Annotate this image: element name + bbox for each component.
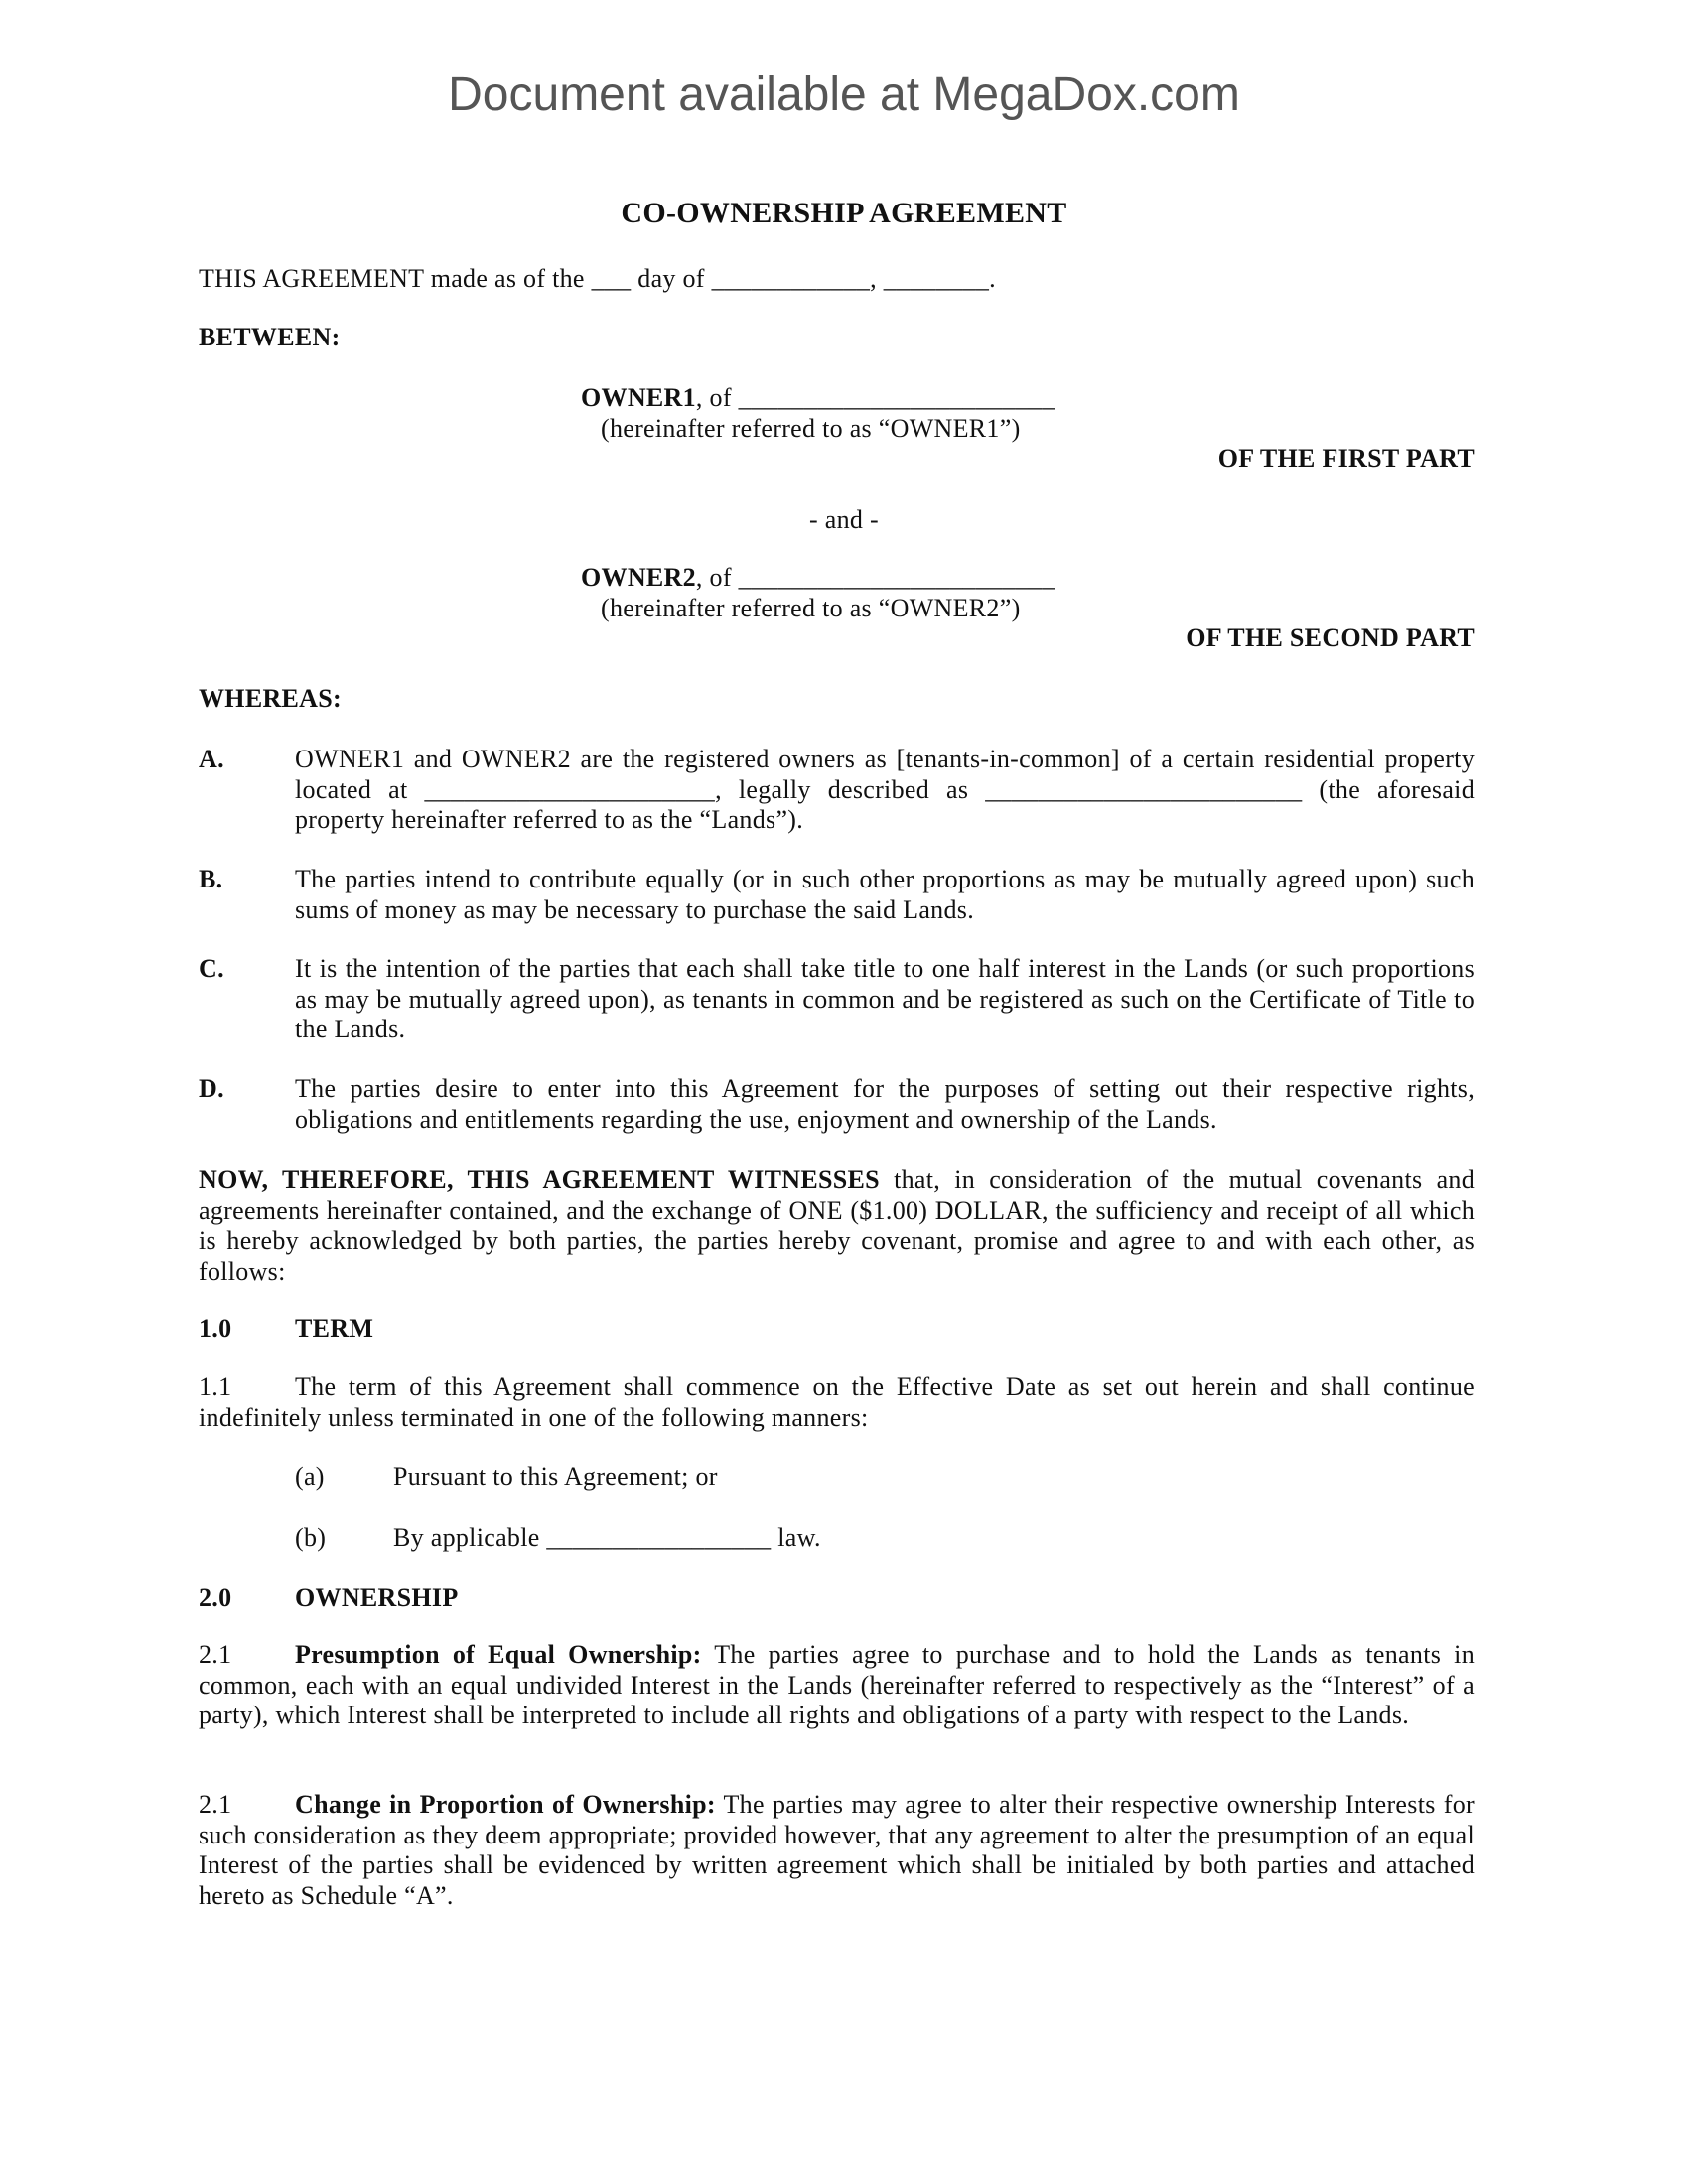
intro-line: THIS AGREEMENT made as of the ___ day of ____________, ________. [199,264,996,293]
owner2-reference: (hereinafter referred to as “OWNER2”) [601,594,1021,622]
second-part-label: OF THE SECOND PART [1186,623,1475,652]
clause-heading: Presumption of Equal Ownership: [295,1640,702,1669]
recital-c [199,954,1475,1045]
recital-label: B. [199,865,223,893]
clause-heading: Change in Proportion of Ownership: [295,1790,716,1819]
document-title: CO-OWNERSHIP AGREEMENT [621,197,1067,229]
witnesses-heading: NOW, THEREFORE, THIS AGREEMENT WITNESSES [199,1165,880,1194]
section-title: OWNERSHIP [295,1583,459,1612]
owner2-name: OWNER2 [581,563,696,592]
between-label: BETWEEN: [199,323,341,351]
section-number: 1.0 [199,1314,232,1343]
clause-text: The parties may agree to alter their respective ownership Interests for such consideration as they deem appropriate; provided however, that any agreement to alter the presumption of an equal Interest of the parties shall be evidenced by written agreement which shall be initialed by both parties and attached hereto as Schedule “A”. [199,1790,1475,1910]
recital-label: C. [199,954,224,983]
owner2-address-blank: , of ________________________ [695,563,1055,592]
recital-text: The parties intend to contribute equally (or in such other proportions as may be mutually agreed upon) such sums of money as may be necessary to purchase the said Lands. [295,865,1475,924]
item-label: (b) [295,1523,327,1552]
clause-2-1 [199,1640,1475,1731]
owner1-address-blank: , of ________________________ [695,383,1055,412]
recital-text: The parties desire to enter into this Agreement for the purposes of setting out their respective rights, obligations and entitlements regarding the use, enjoyment and ownership of the Lands. [295,1074,1475,1134]
first-part-label: OF THE FIRST PART [1217,444,1475,473]
clause-text: The parties agree to purchase and to hold the Lands as tenants in common, each with an equal undivided Interest in the Lands (hereinafter referred to respectively as the “Interest” of a party), which Interest shall be interpreted to include all rights and obligations of a party with respect to the Lands. [199,1640,1476,1729]
item-label: (a) [295,1462,325,1491]
recital-text: It is the intention of the parties that each shall take title to one half interest in the Lands (or such proportions as may be mutually agreed upon), as tenants in common and be registered as such on the Certificate of Title to the Lands. [295,954,1475,1043]
owner1-name: OWNER1 [581,383,696,412]
witnesses-paragraph [199,1165,1475,1287]
section-1-heading [199,1314,373,1344]
whereas-label: WHEREAS: [199,684,342,713]
item-text: By applicable _________________ law. [393,1523,821,1552]
section-number: 2.0 [199,1583,232,1612]
recital-text: OWNER1 and OWNER2 are the registered owners as [tenants-in-common] of a certain residential property located at ______________________, legally described as ________________________ (the aforesaid property hereinafter referred to as the “Lands”). [295,745,1475,834]
clause-text: The term of this Agreement shall commence on the Effective Date as set out herein and shall continue indefinitely unless terminated in one of the following manners: [199,1372,1475,1432]
clause-number: 2.1 [199,1790,232,1819]
owner2-line [581,563,1055,593]
witnesses-text: that, in consideration of the mutual covenants and agreements hereinafter contained, and the exchange of ONE ($1.00) DOLLAR, the sufficiency and receipt of all which is hereby acknowledged by both parties, the parties hereby covenant, promise and agree to and with each other, as follows: [199,1165,1476,1286]
section-title: TERM [295,1314,374,1343]
clause-number: 1.1 [199,1372,232,1401]
watermark: Document available at MegaDox.com [448,68,1240,121]
section-2-heading [199,1583,459,1613]
owner1-reference: (hereinafter referred to as “OWNER1”) [601,414,1021,443]
clause-number: 2.1 [199,1640,232,1669]
recital-label: A. [199,745,224,773]
recital-d [199,1074,1475,1135]
recital-a [199,745,1475,836]
clause-1-1 [199,1372,1475,1433]
clause-2-2 [199,1790,1475,1911]
recital-label: D. [199,1074,224,1103]
owner1-line [581,383,1055,413]
recital-b [199,865,1475,925]
and-separator: - and - [809,505,879,534]
item-text: Pursuant to this Agreement; or [393,1462,718,1491]
